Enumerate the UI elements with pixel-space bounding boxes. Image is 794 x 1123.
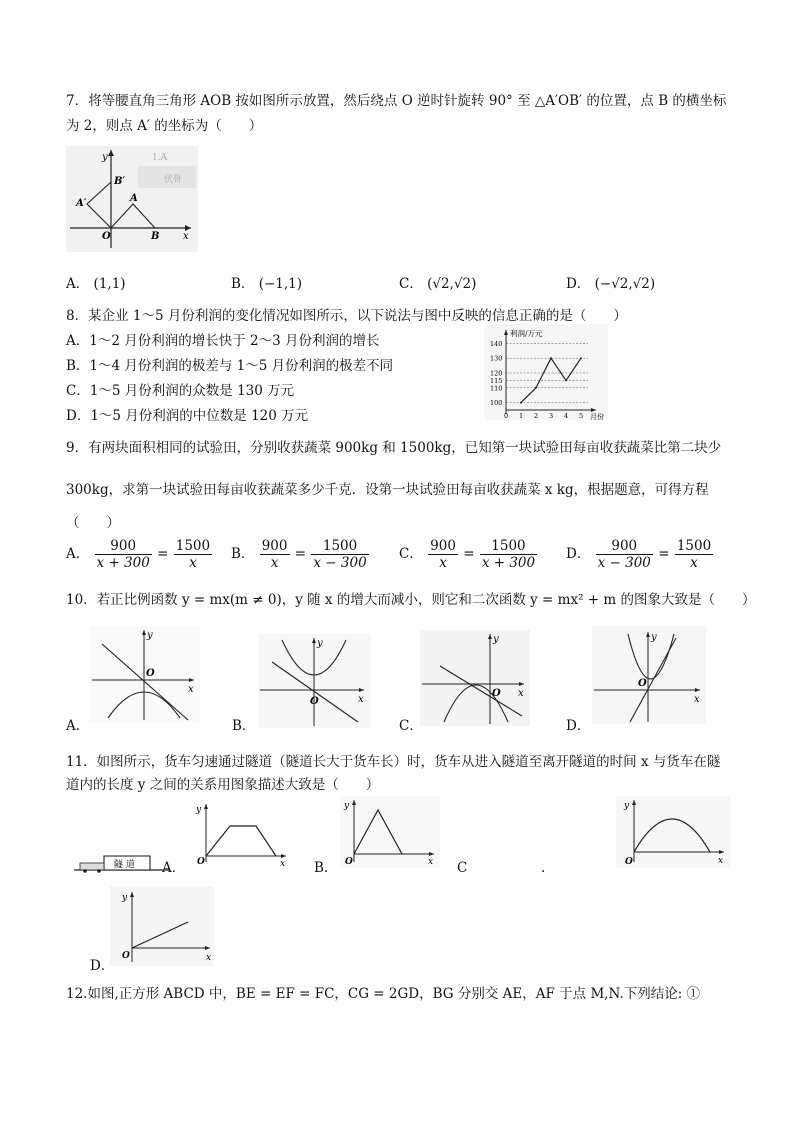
q8-option-c[interactable]: C．1～5 月份利润的众数是 130 万元 xyxy=(66,383,295,399)
q9-stem-line1: 9．有两块面积相同的试验田，分别收获蔬菜 900kg 和 1500kg，已知第一块试验田每亩收获蔬菜比第二块少 xyxy=(66,440,722,456)
q10-label-c: C． xyxy=(399,718,423,734)
svg-text:O: O xyxy=(345,857,353,867)
svg-text:y: y xyxy=(624,801,630,811)
svg-text:x: x xyxy=(718,856,724,866)
q9-option-b[interactable]: B． $\frac{900}{x}$ = $\frac{1500}{x - 300}$ xyxy=(231,538,367,571)
q8-x-tick-label: 5 xyxy=(579,412,584,420)
q7-stem-line1: 7．将等腰直角三角形 AOB 按如图所示放置，然后绕点 O 逆时针旋转 90° 至 △A′OB′ 的位置，点 B 的横坐标 xyxy=(66,93,727,109)
q11-label-a: A． xyxy=(162,860,186,876)
q7-origin-label: O xyxy=(102,231,111,242)
svg-text:O: O xyxy=(197,857,205,867)
q7-point-a-label: A xyxy=(130,193,138,204)
q10-graph-c[interactable] xyxy=(420,630,530,726)
q7-point-b1-label: B′ xyxy=(114,176,126,187)
q8-option-b[interactable]: B．1～4 月份利润的极差与 1～5 月份利润的极差不同 xyxy=(66,358,394,374)
q7-bg-text-2: 伏骨 xyxy=(164,175,183,185)
q8-chart-xlabel: 月份 xyxy=(590,413,604,420)
svg-text:x: x xyxy=(694,694,700,705)
q8-x-tick-label: 3 xyxy=(549,412,554,420)
q9-option-c[interactable]: C． $\frac{900}{x}$ = $\frac{1500}{x + 300}$ xyxy=(399,538,536,571)
svg-text:x: x xyxy=(280,859,286,869)
q9-stem-line2: 300kg，求第一块试验田每亩收获蔬菜多少千克．设第一块试验田每亩收获蔬菜 x kg，根据题意，可得方程 xyxy=(66,482,709,498)
svg-text:O: O xyxy=(122,951,130,961)
q10-graph-a[interactable] xyxy=(90,626,200,722)
q8-x-tick-label: 0 xyxy=(504,412,509,420)
svg-text:O: O xyxy=(146,668,155,679)
svg-text:x: x xyxy=(428,857,434,867)
q11-label-c-dot: . xyxy=(541,860,546,876)
q11-graph-b[interactable] xyxy=(340,796,440,868)
q9-option-a[interactable]: A． $\frac{900}{x + 300}$ = $\frac{1500}{x}$ xyxy=(66,538,211,571)
q8-y-tick-label: 110 xyxy=(490,384,503,393)
q8-x-tick-label: 1 xyxy=(519,412,524,420)
q7-bg-text: 1.A xyxy=(152,153,168,163)
q11-stem-line1: 11．如图所示，货车匀速通过隧道（隧道长大于货车长）时，货车从进入隧道至离开隧道的时间 x 与货车在隧 xyxy=(66,754,721,770)
q7-stem-line2: 为 2，则点 A′ 的坐标为（ ） xyxy=(66,118,263,134)
q8-option-d[interactable]: D．1～5 月份利润的中位数是 120 万元 xyxy=(66,408,309,424)
q7-option-b[interactable]: B． (−1,1) xyxy=(231,276,303,292)
q11-label-c: C xyxy=(457,860,468,876)
q8-x-tick-label: 2 xyxy=(534,412,539,420)
q7-point-a1-label: A′ xyxy=(76,198,87,209)
svg-text:y: y xyxy=(122,893,128,903)
q7-axis-x-label: x xyxy=(183,231,189,242)
svg-text:x: x xyxy=(206,953,212,963)
q10-stem: 10．若正比例函数 y = mx(m ≠ 0)，y 随 x 的增大而减小，则它和二次函数 y = mx² + m 的图象大致是（ ） xyxy=(66,592,756,608)
svg-text:x: x xyxy=(358,694,364,705)
q11-label-b: B． xyxy=(314,860,338,876)
q8-x-tick-label: 4 xyxy=(564,412,569,420)
q7-figure xyxy=(66,146,198,252)
q8-chart-ylabel: 利润/万元 xyxy=(510,329,543,338)
svg-text:x: x xyxy=(188,684,194,695)
q11-label-d: D． xyxy=(90,958,115,974)
q7-option-d[interactable]: D． (−√2,√2) xyxy=(566,276,656,292)
q8-option-a[interactable]: A．1～2 月份利润的增长快于 2～3 月份利润的增长 xyxy=(66,333,380,349)
q8-stem: 8．某企业 1～5 月份利润的变化情况如图所示，以下说法与图中反映的信息正确的是（ ） xyxy=(66,308,627,324)
q7-option-a[interactable]: A． (1,1) xyxy=(66,276,126,292)
svg-text:O: O xyxy=(492,688,501,699)
q8-y-tick-label: 100 xyxy=(490,399,503,408)
svg-text:x: x xyxy=(518,688,524,699)
q10-graph-b[interactable] xyxy=(258,634,370,728)
q7-option-c[interactable]: C． (√2,√2) xyxy=(399,276,477,292)
q7-point-b-label: B xyxy=(151,231,160,242)
q11-tunnel-label: 隧 道 xyxy=(114,860,135,870)
q10-label-d: D． xyxy=(566,718,591,734)
svg-text:y: y xyxy=(317,638,323,649)
svg-text:O: O xyxy=(638,678,647,689)
q8-profit-chart xyxy=(484,324,608,420)
svg-text:O: O xyxy=(625,857,633,867)
q12-stem-line1: 12.如图,正方形 ABCD 中，BE = EF = FC，CG = 2GD，BG 分别交 AE，AF 于点 M,N.下列结论: ① xyxy=(66,986,701,1002)
svg-text:y: y xyxy=(651,632,657,643)
svg-text:y: y xyxy=(493,634,499,645)
q9-option-d[interactable]: D． $\frac{900}{x - 300}$ = $\frac{1500}{x}$ xyxy=(566,538,712,571)
q8-y-tick-label: 140 xyxy=(490,339,503,348)
q9-stem-line3: （ ） xyxy=(66,515,120,531)
q8-y-tick-label: 115 xyxy=(490,376,503,385)
q10-label-b: B． xyxy=(232,718,256,734)
q11-graph-d[interactable] xyxy=(110,886,214,966)
q11-graph-a[interactable] xyxy=(192,800,292,870)
svg-text:y: y xyxy=(147,630,153,641)
q11-stem-line2: 道内的长度 y 之间的关系用图象描述大致是（ ） xyxy=(66,777,380,793)
q8-y-tick-label: 130 xyxy=(490,354,503,363)
q8-y-tick-label: 120 xyxy=(490,369,503,378)
q10-graph-d[interactable] xyxy=(592,626,706,724)
q11-graph-c[interactable] xyxy=(616,796,730,868)
q11-tunnel-illustration xyxy=(74,852,170,874)
svg-text:y: y xyxy=(344,801,350,811)
svg-text:O: O xyxy=(310,696,319,707)
svg-text:y: y xyxy=(196,805,202,815)
q10-label-a: A． xyxy=(66,718,90,734)
q7-axis-y-label: y xyxy=(102,152,108,163)
